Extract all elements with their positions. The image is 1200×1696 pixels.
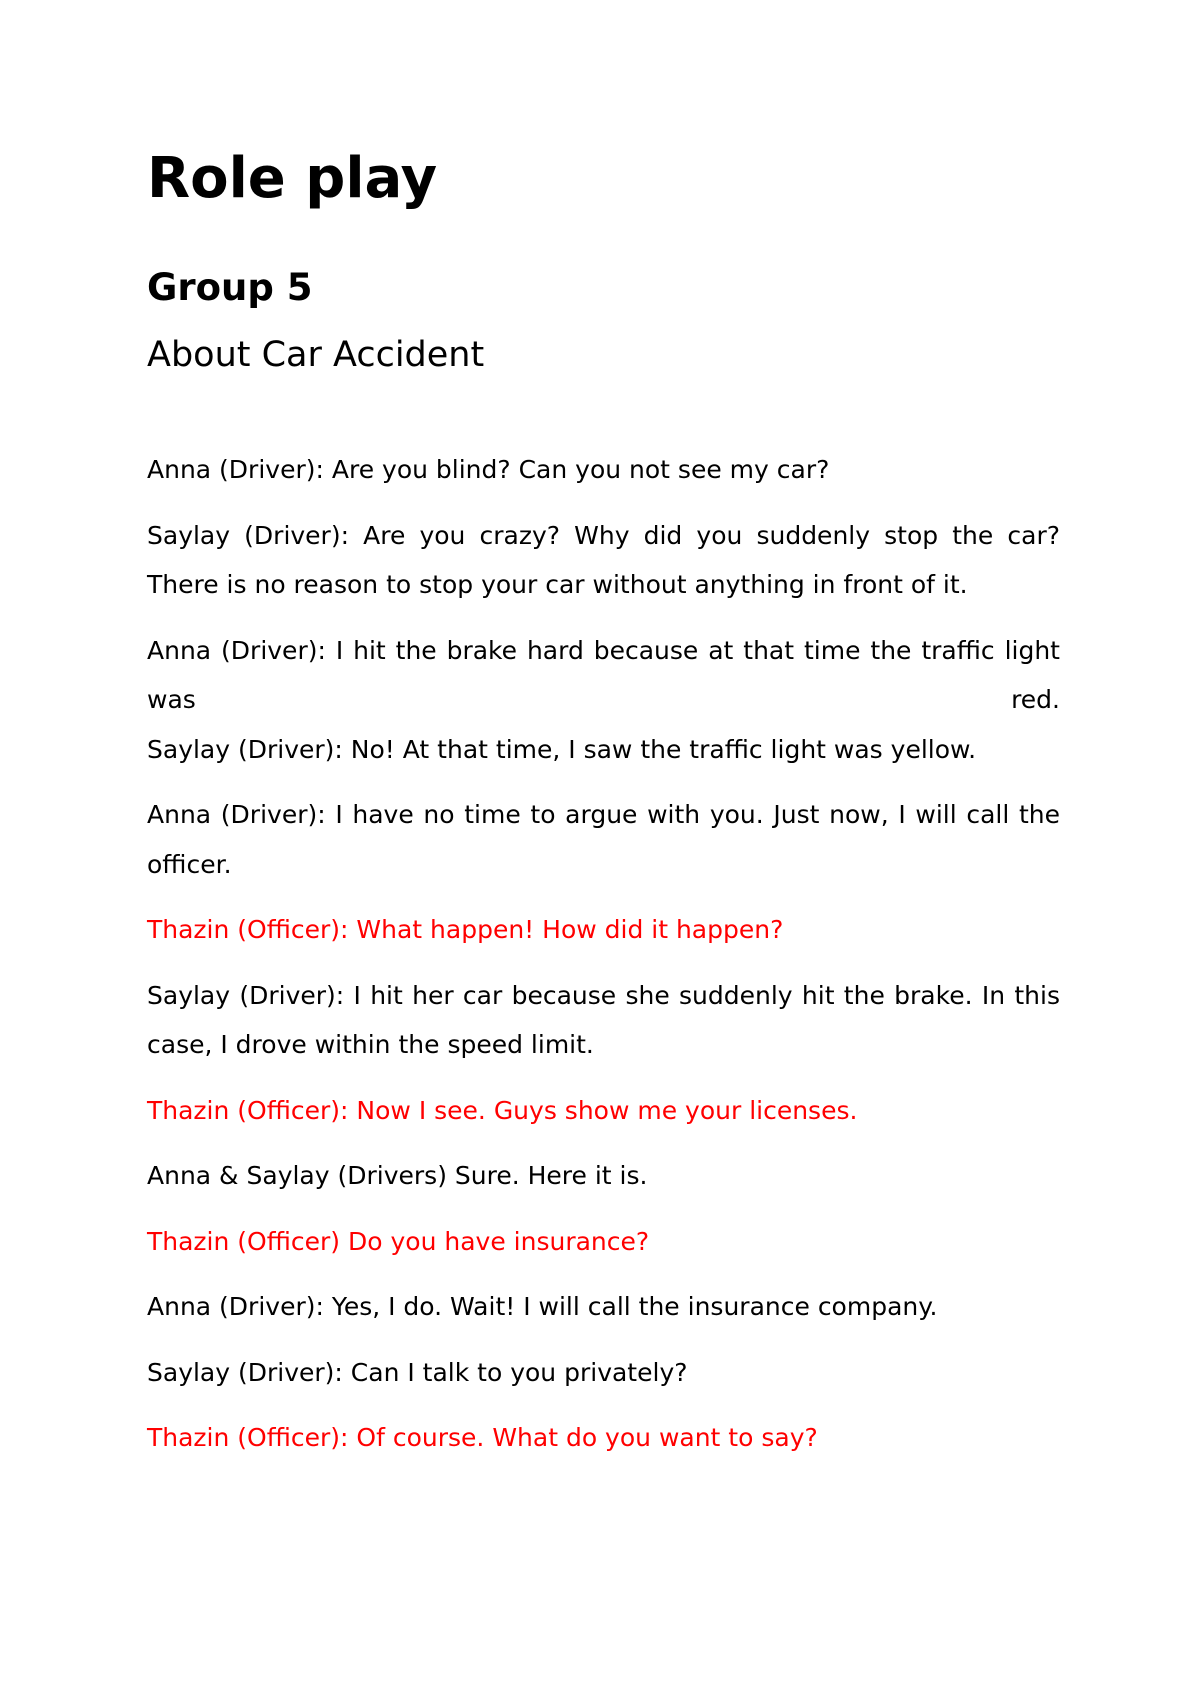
dialogue	[147, 445, 1060, 1479]
dialogue-line: Anna (Driver): I have no time to argue with you. Just now, I will call the officer.	[147, 800, 1060, 879]
dialogue-line: Anna (Driver): Are you blind? Can you not see my car?	[147, 455, 830, 484]
dialogue-line: Anna (Driver): Yes, I do. Wait! I will call the insurance company.	[147, 1292, 938, 1321]
dialogue-line: Saylay (Driver): No! At that time, I saw the traffic light was yellow.	[147, 734, 977, 764]
group-heading: Group 5	[147, 266, 313, 309]
dialogue-line: Saylay (Driver): Are you crazy? Why did you suddenly stop the car? There is no reason to stop your car without anything in front of it.	[147, 520, 1060, 599]
topic-heading: About Car Accident	[147, 335, 485, 375]
dialogue-line-officer: Thazin (Officer): What happen! How did it happen?	[147, 915, 784, 944]
dialogue-line: Anna & Saylay (Drivers) Sure. Here it is.	[147, 1161, 648, 1190]
dialogue-line-officer: Thazin (Officer) Do you have insurance?	[147, 1226, 650, 1256]
document-title: Role play	[147, 146, 438, 211]
dialogue-line-officer: Thazin (Officer): Now I see. Guys show me your licenses.	[147, 1095, 858, 1125]
dialogue-line: Anna (Driver): I hit the brake hard because at that time the traffic light was red.	[147, 635, 1060, 714]
dialogue-line-officer: Thazin (Officer): Of course. What do you want to say?	[147, 1423, 818, 1452]
dialogue-line: Saylay (Driver): I hit her car because she suddenly hit the brake. In this case, I drove within the speed limit.	[147, 980, 1060, 1059]
dialogue-line: Saylay (Driver): Can I talk to you privately?	[147, 1357, 688, 1387]
